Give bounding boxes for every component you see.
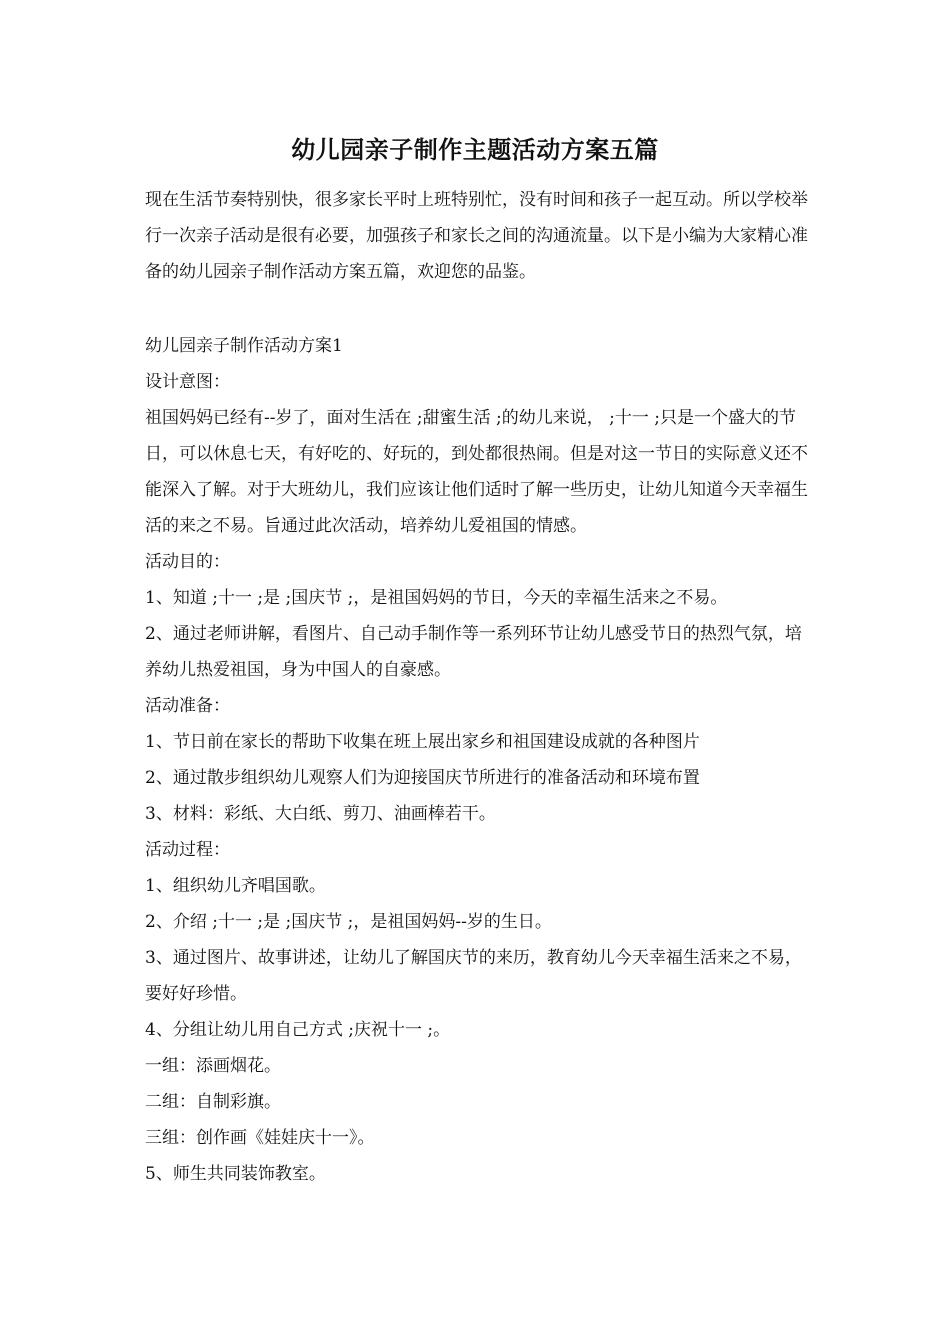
goal-item: 1、知道 ;十一 ;是 ;国庆节 ;，是祖国妈妈的节日，今天的幸福生活来之不易。 xyxy=(145,588,728,608)
process-item: 5、师生共同装饰教室。 xyxy=(145,1164,326,1184)
design-heading: 设计意图： xyxy=(145,372,230,392)
intro-paragraph: 现在生活节奏特别快，很多家长平时上班特别忙，没有时间和孩子一起互动。所以学校举行一次亲子活动是很有必要，加强孩子和家长之间的沟通流量。以下是小编为大家精心准备的幼儿园亲子制作活动方案五篇，欢迎您的品鉴。 xyxy=(145,190,808,282)
section-title: 幼儿园亲子制作活动方案1 xyxy=(145,336,343,356)
document-title: 幼儿园亲子制作主题活动方案五篇 xyxy=(291,135,659,164)
process-item: 1、组织幼儿齐唱国歌。 xyxy=(145,876,326,896)
goal-item: 2、通过老师讲解，看图片、自己动手制作等一系列环节让幼儿感受节日的热烈气氛，培养幼儿热爱祖国，身为中国人的自豪感。 xyxy=(145,624,802,680)
process-item: 一组：添画烟花。 xyxy=(145,1056,281,1076)
process-item: 4、分组让幼儿用自己方式 ;庆祝十一 ;。 xyxy=(145,1020,451,1040)
goals-heading: 活动目的： xyxy=(145,552,230,572)
prep-item: 2、通过散步组织幼儿观察人们为迎接国庆节所进行的准备活动和环境布置 xyxy=(145,768,700,788)
process-heading: 活动过程： xyxy=(145,840,230,860)
prep-item: 1、节日前在家长的帮助下收集在班上展出家乡和祖国建设成就的各种图片 xyxy=(145,732,700,752)
design-paragraph: 祖国妈妈已经有--岁了，面对生活在 ;甜蜜生活 ;的幼儿来说， ;十一 ;只是一个盛大的节日，可以休息七天，有好吃的、好玩的，到处都很热闹。但是对这一节日的实际意义还不能深入了解。对于大班幼儿，我们应该让他们适时了解一些历史，让幼儿知道今天幸福生活的来之不易。旨通过此次活动，培养幼儿爱祖国的情感。 xyxy=(145,408,808,536)
process-item: 二组：自制彩旗。 xyxy=(145,1092,281,1112)
prep-item: 3、材料：彩纸、大白纸、剪刀、油画棒若干。 xyxy=(145,804,496,824)
process-item: 3、通过图片、故事讲述，让幼儿了解国庆节的来历，教育幼儿今天幸福生活来之不易，要好好珍惜。 xyxy=(145,948,802,1004)
process-item: 三组：创作画《娃娃庆十一》。 xyxy=(145,1128,375,1148)
document-body xyxy=(145,328,810,1192)
prep-heading: 活动准备： xyxy=(145,696,230,716)
process-item: 2、介绍 ;十一 ;是 ;国庆节 ;，是祖国妈妈--岁的生日。 xyxy=(145,912,552,932)
